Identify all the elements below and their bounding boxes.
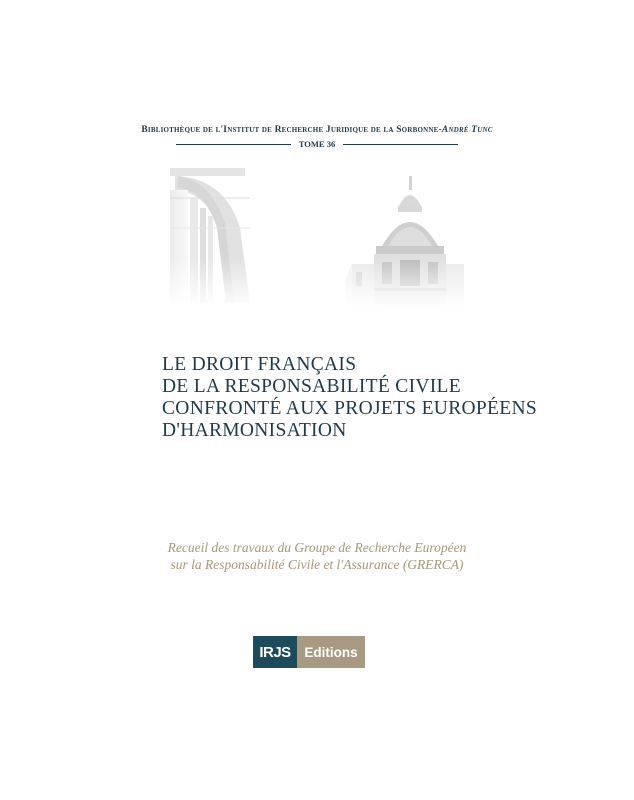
subtitle-line: sur la Responsabilité Civile et l'Assurance (GRERCA) <box>170 557 464 572</box>
tome-row <box>0 139 634 149</box>
title-line: LE DROIT FRANÇAIS <box>162 354 357 375</box>
title-line: DE LA RESPONSABILITÉ CIVILE <box>162 376 461 397</box>
title-line: CONFRONTÉ AUX PROJETS EUROPÉENS <box>162 398 537 419</box>
book-subtitle <box>0 539 634 573</box>
publisher-logo <box>253 636 365 668</box>
series-name: Bibliothèque de l'Institut de Recherche Juridique de la Sorbonne- <box>141 125 442 135</box>
divider-left <box>176 144 291 145</box>
sorbonne-building-illustration <box>170 168 464 308</box>
publisher-logo-text: Editions <box>297 636 365 668</box>
series-title <box>0 125 634 135</box>
publisher-logo-mark: IRJS <box>253 636 297 668</box>
title-line: D'HARMONISATION <box>162 420 347 441</box>
series-author: André Tunc <box>441 125 493 135</box>
subtitle-line: Recueil des travaux du Groupe de Recherche Européen <box>167 540 467 555</box>
book-title <box>162 354 582 442</box>
divider-right <box>343 144 458 145</box>
tome-number: TOME 36 <box>298 139 336 149</box>
